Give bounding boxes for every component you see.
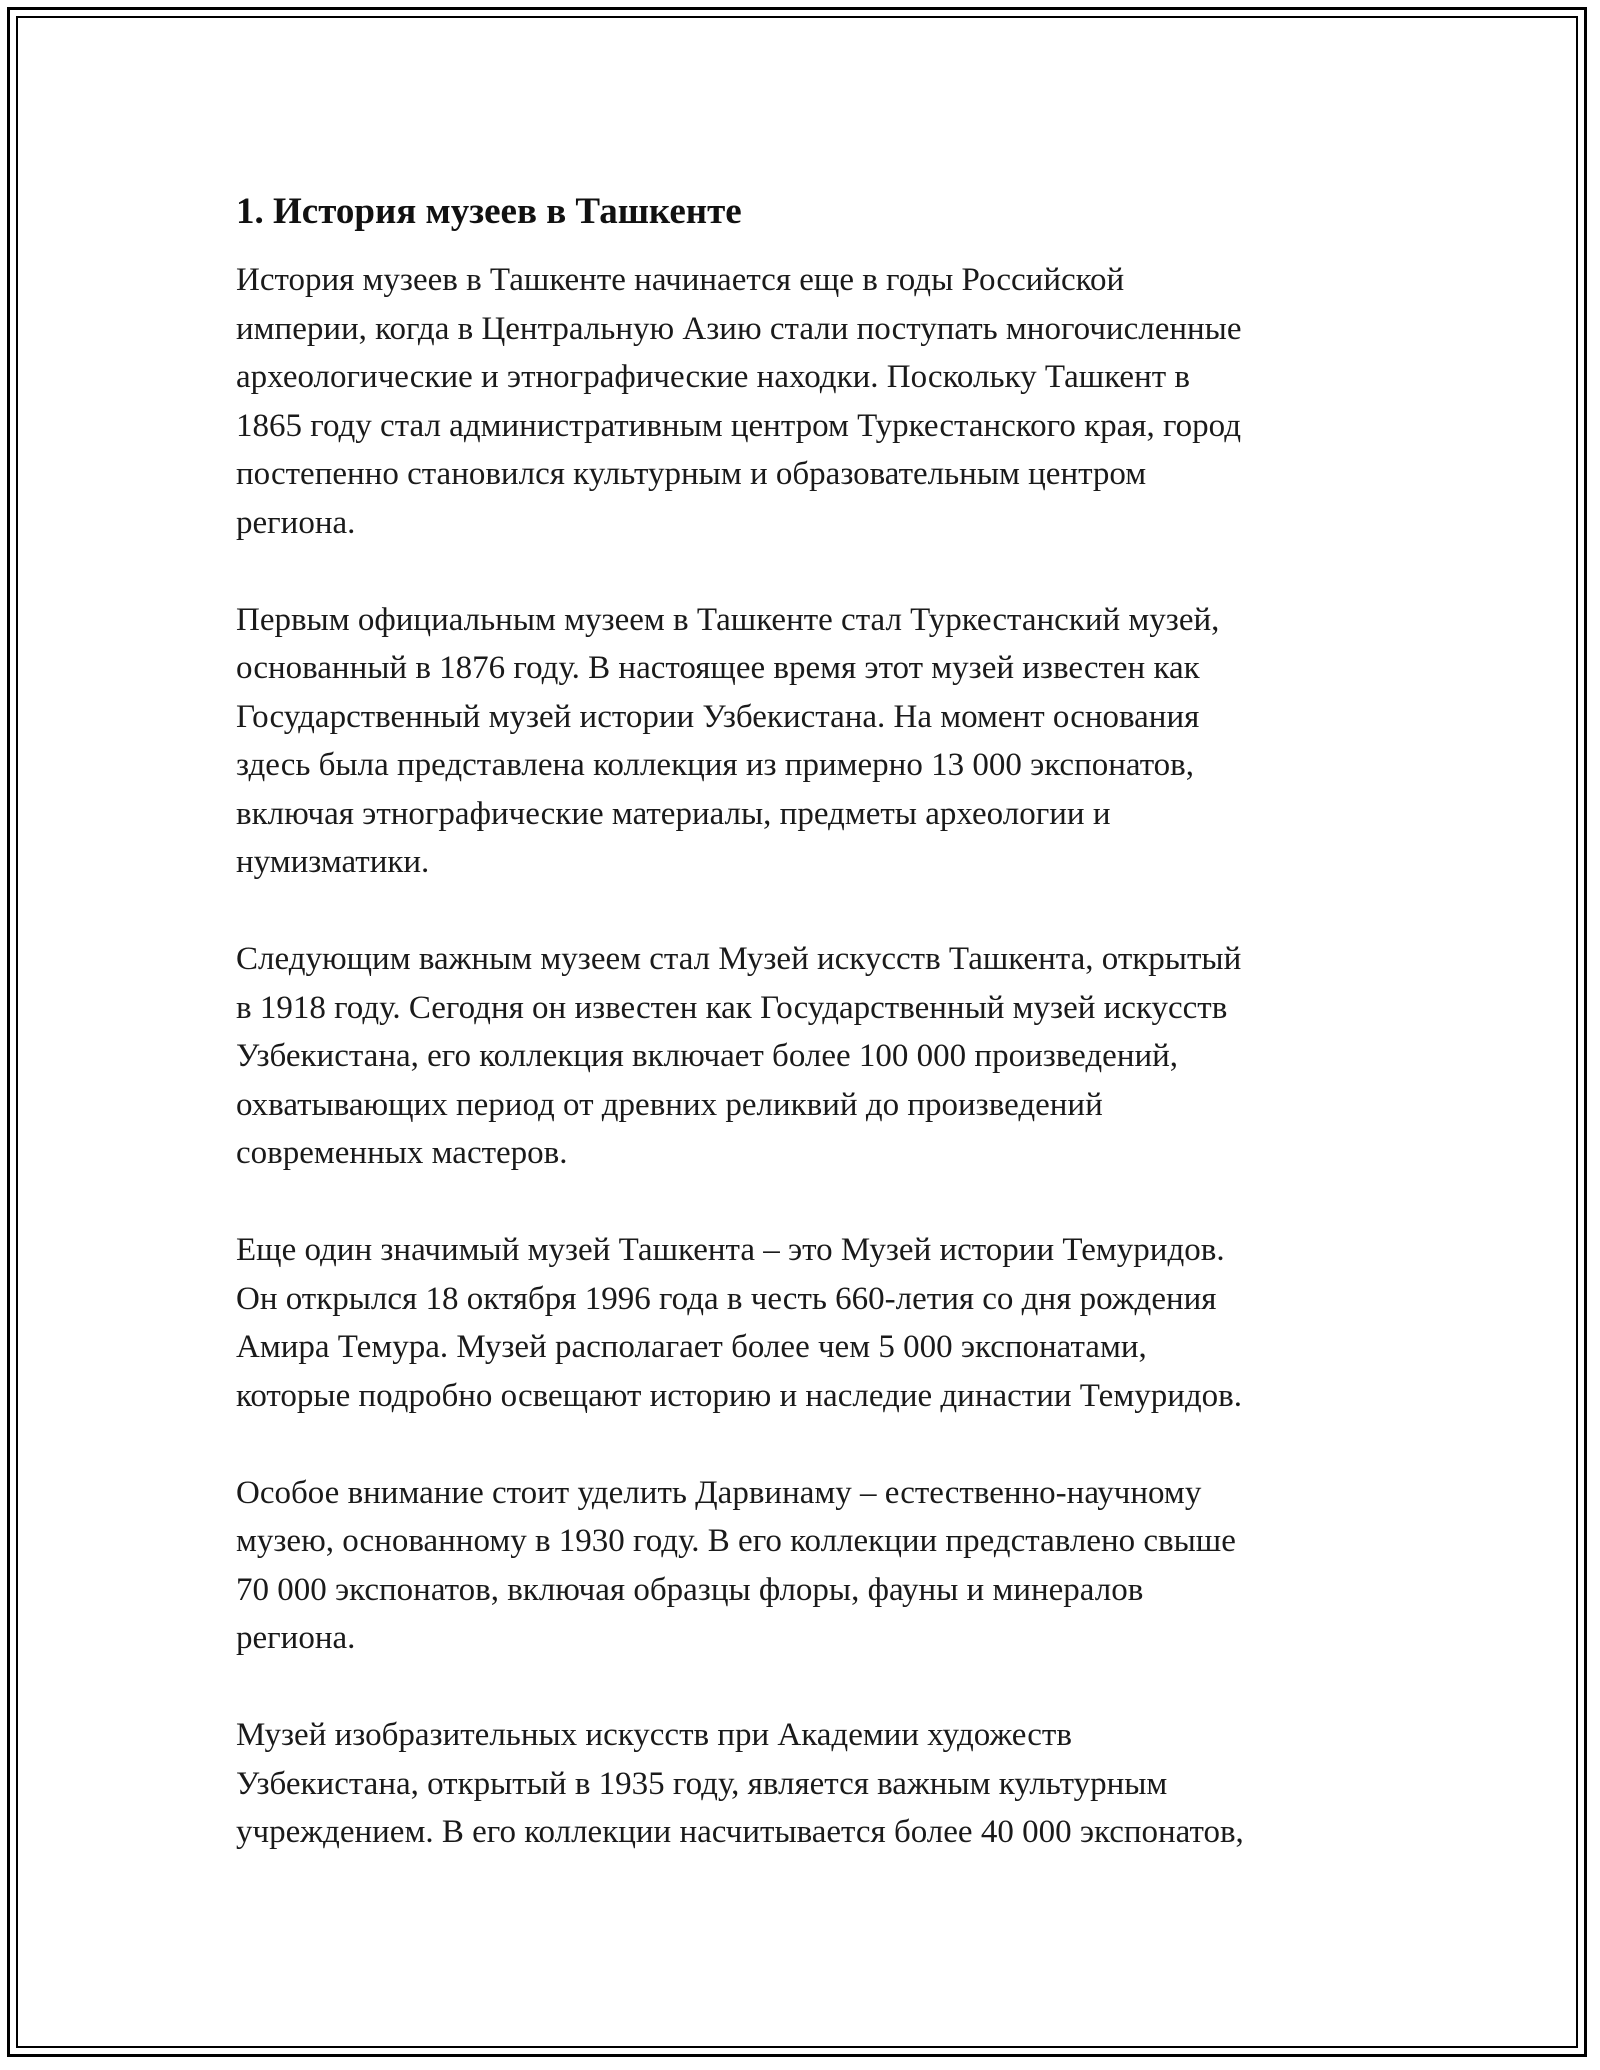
paragraph-line: нумизматики. [236, 844, 430, 880]
paragraph-darwinam [236, 1469, 1386, 1663]
paragraph-line: региона. [236, 1620, 356, 1656]
paragraph-line: Узбекистана, открытый в 1935 году, является важным культурным [236, 1765, 1168, 1802]
paragraph-history-intro [236, 256, 1386, 547]
paragraph-line: История музеев в Ташкенте начинается еще в годы Российской [236, 262, 1125, 298]
section-heading: 1. История музеев в Ташкенте [236, 191, 742, 232]
paragraph-line: которые подробно освещают историю и наследие династии Темуридов. [236, 1377, 1242, 1414]
paragraph-line: региона. [236, 504, 356, 541]
paragraph-line: Следующим важным музеем стал Музей искусств Ташкента, открытый [236, 941, 1242, 977]
paragraph-turkestan-museum [236, 596, 1386, 887]
paragraph-line: включая этнографические материалы, предметы археологии и [236, 795, 1111, 832]
paragraph-fine-arts-museum [236, 1711, 1386, 1857]
paragraph-line: учреждением. В его коллекции насчитывается более 40 000 экспонатов, [236, 1814, 1244, 1850]
paragraph-line: Еще один значимый музей Ташкента – это Музей истории Темуридов. [236, 1232, 1225, 1268]
paragraph-line: Амира Темура. Музей располагает более чем 5 000 экспонатами, [236, 1329, 1147, 1365]
paragraph-line: постепенно становился культурным и образовательным центром [236, 456, 1147, 492]
paragraph-line: Особое внимание стоит уделить Дарвинаму – естественно-научному [236, 1474, 1202, 1511]
paragraph-line: Государственный музей истории Узбекистана. На момент основания [236, 698, 1200, 735]
paragraph-arts-museum [236, 935, 1386, 1178]
paragraph-line: Узбекистана, его коллекция включает более 100 000 произведений, [236, 1038, 1179, 1074]
paragraph-line: в 1918 году. Сегодня он известен как Государственный музей искусств [236, 989, 1228, 1026]
paragraph-line: археологические и этнографические находки. Поскольку Ташкент в [236, 359, 1190, 395]
paragraph-line: Первым официальным музеем в Ташкенте стал Туркестанский музей, [236, 601, 1220, 638]
paragraph-timurid-museum [236, 1226, 1386, 1420]
paragraph-line: империи, когда в Центральную Азию стали поступать многочисленные [236, 310, 1242, 347]
paragraph-line: охватывающих период от древних реликвий до произведений [236, 1086, 1103, 1123]
paragraph-line: 70 000 экспонатов, включая образцы флоры, фауны и минералов [236, 1571, 1144, 1608]
paragraph-line: 1865 году стал административным центром Туркестанского края, город [236, 407, 1242, 444]
paragraph-line: здесь была представлена коллекция из примерно 13 000 экспонатов, [236, 747, 1195, 783]
paragraph-line: основанный в 1876 году. В настоящее время этот музей известен как [236, 650, 1200, 686]
document-body [236, 186, 1386, 1905]
paragraph-line: музею, основанному в 1930 году. В его коллекции представлено свыше [236, 1523, 1236, 1559]
paragraph-line: Он открылся 18 октября 1996 года в честь 660-летия со дня рождения [236, 1280, 1217, 1317]
paragraph-line: современных мастеров. [236, 1135, 568, 1171]
paragraph-line: Музей изобразительных искусств при Академии художеств [236, 1717, 1072, 1753]
